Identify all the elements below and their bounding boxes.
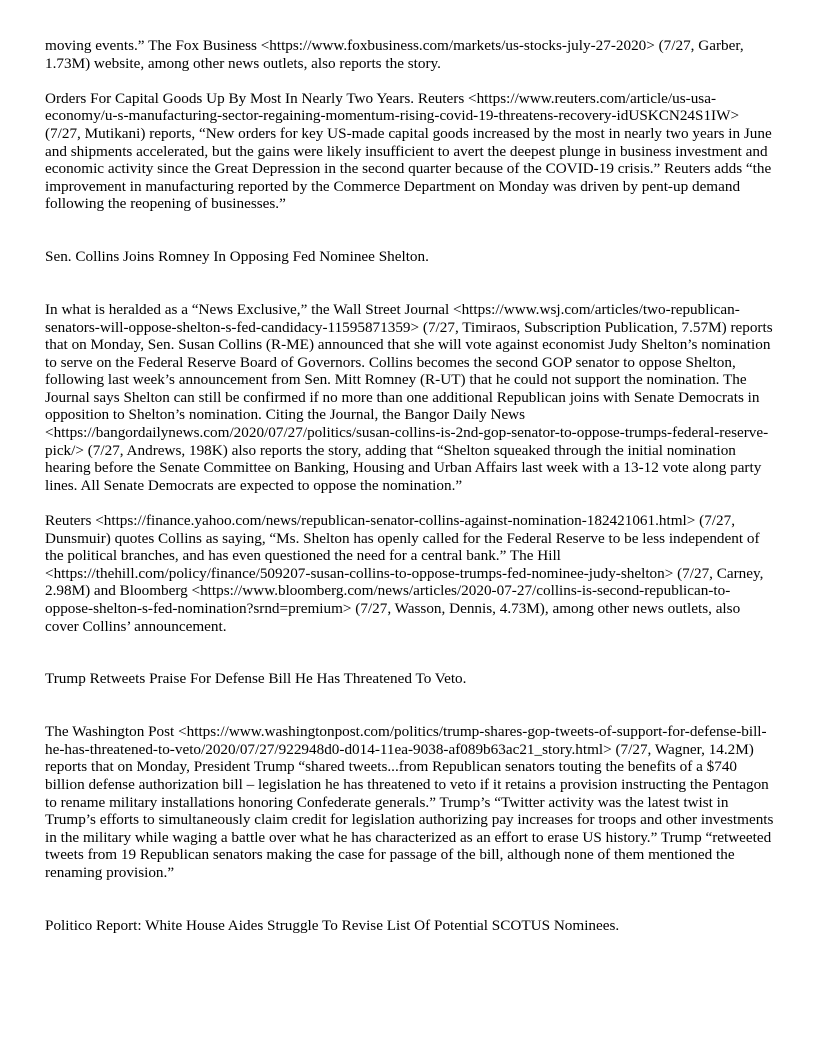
spacer [45, 494, 777, 512]
paragraph-reuters-collins: Reuters <https://finance.yahoo.com/news/republican-senator-collins-against-nomination-182421061.html> (7/27, Dunsmuir) quotes Collins as saying, “Ms. Shelton has openly called for the Federal Reserve to be less independent of the political branches, and has even questioned the need for a central bank.” The Hill <https://thehill.com/policy/finance/509207-susan-collins-to-oppose-trumps-fed-nominee-judy-shelton> (7/27, Carney, 2.98M) and Bloomberg <https://www.bloomberg.com/news/articles/2020-07-27/collins-is-second-republican-to-oppose-shelton-s-fed-nomination?srnd=premium> (7/27, Wasson, Dennis, 4.73M), among other news outlets, also cover Collins’ announcement. [45, 512, 764, 635]
spacer [45, 688, 777, 723]
headline-collins-shelton: Sen. Collins Joins Romney In Opposing Fed Nominee Shelton. [45, 248, 429, 266]
spacer [45, 266, 777, 301]
document-page [45, 37, 777, 934]
paragraph-washington-post: The Washington Post <https://www.washingtonpost.com/politics/trump-shares-gop-tweets-of-support-for-defense-bill-he-has-threatened-to-veto/2020/07/27/922948d0-d014-11ea-9038-af089b63ac21_story.html> (7/27, Wagner, 14.2M) reports that on Monday, President Trump “shared tweets...from Republican senators touting the benefits of a $740 billion defense authorization bill – legislation he has threatened to veto if it retains a provision instructing the Pentagon to rename military installations honoring Confederate generals.” Trump’s “Twitter activity was the latest twist in Trump’s efforts to simultaneously claim credit for legislation authorizing pay increases for troops and other investments in the military while waging a battle over what he has characterized as an effort to erase US history.” Trump “retweeted tweets from 19 Republican senators making the case for passage of the bill, although none of them mentioned the renaming provision.” [45, 723, 774, 881]
spacer [45, 213, 777, 248]
paragraph-fox-business: moving events.” The Fox Business <https://www.foxbusiness.com/markets/us-stocks-july-27-2020> (7/27, Garber, 1.73M) website, among other news outlets, also reports the story. [45, 37, 744, 72]
headline-politico-scotus: Politico Report: White House Aides Struggle To Revise List Of Potential SCOTUS Nominees. [45, 916, 620, 934]
paragraph-wsj-collins: In what is heralded as a “News Exclusive,” the Wall Street Journal <https://www.wsj.com/articles/two-republican-senators-will-oppose-shelton-s-fed-candidacy-11595871359> (7/27, Timiraos, Subscription Publication, 7.57M) reports that on Monday, Sen. Susan Collins (R-ME) announced that she will vote against economist Judy Shelton’s nomination to serve on the Federal Reserve Board of Governors. Collins becomes the second GOP senator to oppose Shelton, following last week’s announcement from Sen. Mitt Romney (R-UT) that he could not support the nomination. The Journal says Shelton can still be confirmed if no more than one additional Republican joins with Senate Democrats in opposition to Shelton’s nomination. Citing the Journal, the Bangor Daily News <https://bangordailynews.com/2020/07/27/politics/susan-collins-is-2nd-gop-senator-to-oppose-trumps-federal-reserve-pick/> (7/27, Andrews, 198K) also reports the story, adding that “Shelton squeaked through the initial nomination hearing before the Senate Committee on Banking, Housing and Urban Affairs last week with a 13-12 vote along party lines. All Senate Democrats are expected to oppose the nomination.” [45, 300, 773, 494]
headline-trump-defense-bill: Trump Retweets Praise For Defense Bill He Has Threatened To Veto. [45, 670, 467, 688]
spacer [45, 635, 777, 670]
paragraph-capital-goods: Orders For Capital Goods Up By Most In Nearly Two Years. Reuters <https://www.reuters.com/article/us-usa-economy/u-s-manufacturing-sector-regaining-momentum-rising-covid-19-threatens-recovery-idUSKCN24S1IW> (7/27, Mutikani) reports, “New orders for key US-made capital goods increased by the most in nearly two years in June and shipments accelerated, but the gains were likely insufficient to avert the deepest plunge in business investment and economic activity since the Great Depression in the second quarter because of the COVID-19 crisis.” Reuters adds “the improvement in manufacturing reported by the Commerce Department on Monday was driven by pent-up demand following the reopening of businesses.” [45, 89, 772, 213]
spacer [45, 72, 777, 90]
spacer [45, 882, 777, 917]
